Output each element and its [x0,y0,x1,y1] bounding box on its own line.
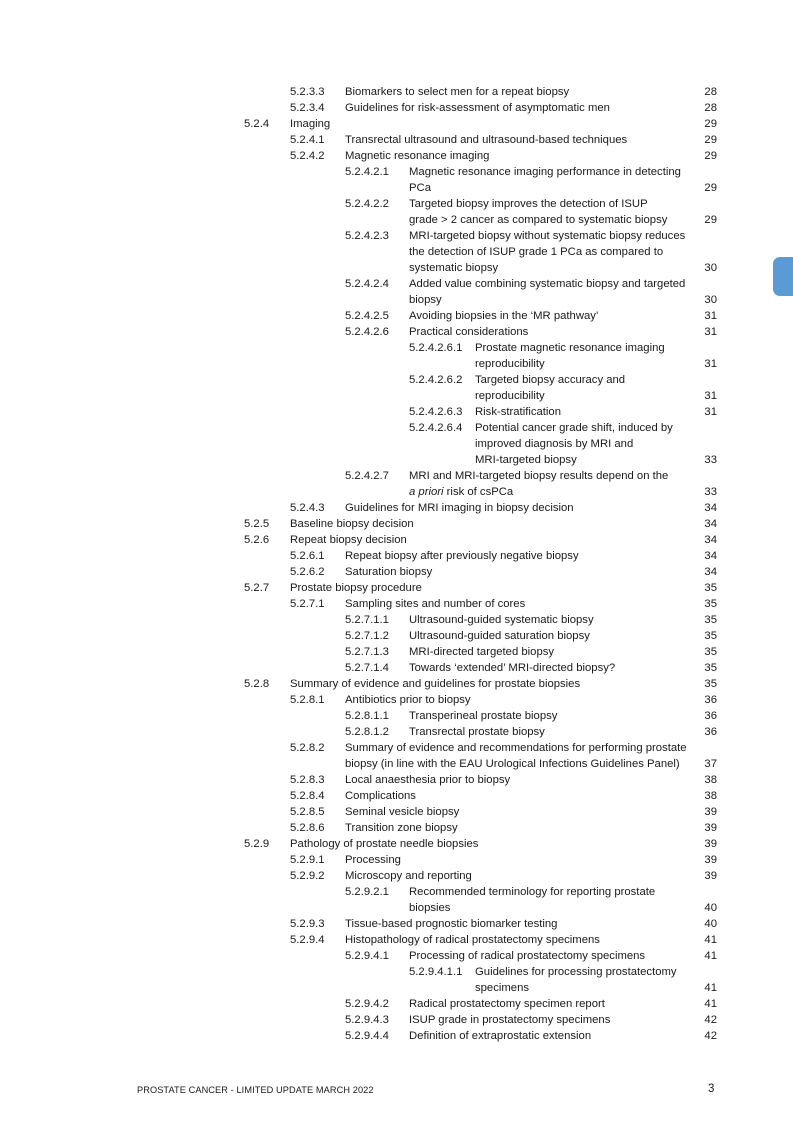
toc-title-segment: Guidelines for MRI imaging in biopsy decision [345,502,574,514]
toc-page-number: 29 [704,182,717,194]
toc-page-number: 29 [704,134,717,146]
toc-title-segment: Tissue-based prognostic biomarker testing [345,918,558,930]
toc-title-segment: specimens [475,982,529,994]
toc-entry[interactable] [0,724,793,740]
toc-page-number: 34 [704,550,717,562]
toc-entry[interactable] [0,308,793,324]
toc-section-title [409,644,554,660]
toc-title-segment: Towards ‘extended’ MRI-directed biopsy? [409,662,616,674]
toc-entry[interactable] [0,596,793,612]
toc-section-title [409,708,557,724]
toc-section-number: 5.2.4.2.4 [345,278,389,290]
toc-entry-continuation[interactable] [0,484,793,500]
toc-title-segment: Transition zone biopsy [345,822,458,834]
toc-title-segment: Guidelines for risk-assessment of asymptomatic men [345,102,610,114]
toc-title-segment: grade > 2 cancer as compared to systematic biopsy [409,214,668,226]
toc-page-number: 28 [704,102,717,114]
toc-page-number: 30 [704,262,717,274]
toc-title-segment: Ultrasound-guided systematic biopsy [409,614,594,626]
toc-entry[interactable] [0,340,793,356]
toc-entry[interactable] [0,516,793,532]
toc-section-title [345,692,471,708]
toc-section-title [409,164,681,180]
toc-section-title [345,548,579,564]
toc-section-number: 5.2.4.2 [290,150,325,162]
toc-section-number: 5.2.4.2.7 [345,470,389,482]
toc-section-number: 5.2.4.2.6.3 [409,406,463,418]
toc-entry[interactable] [0,964,793,980]
toc-section-title [345,868,472,884]
toc-section-title [409,276,685,292]
toc-page-number: 39 [704,854,717,866]
toc-page-number: 35 [704,582,717,594]
toc-section-title [345,500,574,516]
toc-section-title [345,84,569,100]
toc-section-number: 5.2.8.5 [290,806,325,818]
toc-section-title [409,884,655,900]
toc-entry-continuation[interactable] [0,452,793,468]
toc-section-number: 5.2.8.4 [290,790,325,802]
toc-section-title [345,852,401,868]
toc-entry[interactable] [0,164,793,180]
toc-section-number: 5.2.8.1.1 [345,710,389,722]
toc-page-number: 41 [704,950,717,962]
toc-title-segment: Processing of radical prostatectomy specimens [409,950,646,962]
toc-title-segment: Antibiotics prior to biopsy [345,694,471,706]
toc-entry-continuation[interactable] [0,388,793,404]
toc-section-title [409,900,450,916]
toc-title-segment: Ultrasound-guided saturation biopsy [409,630,590,642]
toc-section-number: 5.2.9.4.3 [345,1014,389,1026]
toc-page-number: 33 [704,454,717,466]
toc-title-segment: Microscopy and reporting [345,870,472,882]
toc-page-number: 41 [704,998,717,1010]
toc-title-segment: Practical considerations [409,326,529,338]
toc-section-number: 5.2.8.1.2 [345,726,389,738]
toc-entry[interactable] [0,644,793,660]
toc-section-title [409,1012,610,1028]
toc-section-number: 5.2.9.2 [290,870,325,882]
toc-section-number: 5.2.8 [244,678,270,690]
toc-title-segment: Avoiding biopsies in the ‘MR pathway’ [409,310,599,322]
toc-title-segment: Definition of extraprostatic extension [409,1030,592,1042]
toc-entry[interactable] [0,836,793,852]
toc-page-number: 41 [704,934,717,946]
toc-entry[interactable] [0,868,793,884]
toc-entry-continuation[interactable] [0,980,793,996]
toc-entry-continuation[interactable] [0,212,793,228]
toc-section-title [409,724,545,740]
toc-entry[interactable] [0,132,793,148]
toc-entry[interactable] [0,852,793,868]
toc-section-number: 5.2.3.3 [290,86,325,98]
toc-section-number: 5.2.4.2.1 [345,166,389,178]
toc-section-title [290,532,407,548]
toc-section-number: 5.2.3.4 [290,102,325,114]
toc-section-title [475,340,665,356]
toc-page-number: 35 [704,630,717,642]
toc-section-title [409,292,442,308]
toc-section-title [345,916,557,932]
toc-section-number: 5.2.7.1.1 [345,614,389,626]
toc-section-number: 5.2.8.3 [290,774,325,786]
toc-title-segment: Seminal vesicle biopsy [345,806,460,818]
toc-section-number: 5.2.9 [244,838,270,850]
toc-section-number: 5.2.9.3 [290,918,325,930]
toc-entry[interactable] [0,228,793,244]
toc-section-title [345,564,432,580]
toc-section-title [409,212,667,228]
toc-section-number: 5.2.7.1 [290,598,325,610]
toc-section-title [345,772,510,788]
toc-section-title [345,596,525,612]
toc-title-segment: Summary of evidence and guidelines for prostate biopsies [290,678,581,690]
toc-page-number: 34 [704,502,717,514]
toc-page-number: 39 [704,870,717,882]
toc-section-number: 5.2.7.1.3 [345,646,389,658]
toc-section-title [475,452,577,468]
toc-title-segment: Summary of evidence and recommendations for performing prostate [345,742,687,754]
toc-entry[interactable] [0,804,793,820]
toc-entry[interactable] [0,1012,793,1028]
toc-section-title [409,484,513,500]
toc-entry[interactable] [0,660,793,676]
toc-section-number: 5.2.4.1 [290,134,325,146]
table-of-contents [0,84,793,1044]
toc-title-segment: reproducibility [475,390,545,402]
toc-page-number: 29 [704,214,717,226]
toc-entry[interactable] [0,148,793,164]
toc-page-number: 39 [704,838,717,850]
toc-section-number: 5.2.5 [244,518,270,530]
toc-title-segment: Processing [345,854,401,866]
toc-title-segment: MRI-targeted biopsy without systematic biopsy reduces [409,230,686,242]
toc-section-title [409,628,590,644]
toc-page-number: 39 [704,822,717,834]
toc-entry[interactable] [0,84,793,100]
toc-page-number: 31 [704,358,717,370]
toc-title-segment: Pathology of prostate needle biopsies [290,838,479,850]
toc-page-number: 35 [704,662,717,674]
toc-section-number: 5.2.8.2 [290,742,325,754]
toc-title-segment: Potential cancer grade shift, induced by [475,422,673,434]
toc-title-segment: Transperineal prostate biopsy [409,710,558,722]
toc-section-number: 5.2.9.4 [290,934,325,946]
toc-section-title [475,420,673,436]
toc-section-title [345,820,458,836]
toc-entry[interactable] [0,676,793,692]
toc-title-segment: risk of csPCa [443,486,514,498]
toc-section-title [475,436,633,452]
toc-title-segment: improved diagnosis by MRI and [475,438,634,450]
toc-entry[interactable] [0,532,793,548]
toc-section-title [290,516,414,532]
toc-entry-continuation[interactable] [0,900,793,916]
toc-section-title [345,132,627,148]
toc-title-segment: the detection of ISUP grade 1 PCa as compared to [409,246,664,258]
toc-page-number: 35 [704,678,717,690]
toc-title-segment: Magnetic resonance imaging performance in detecting [409,166,681,178]
toc-section-number: 5.2.7.1.2 [345,630,389,642]
toc-title-segment: Biomarkers to select men for a repeat biopsy [345,86,570,98]
toc-title-segment: Local anaesthesia prior to biopsy [345,774,511,786]
toc-section-title [345,740,687,756]
toc-section-number: 5.2.4.2.6.2 [409,374,463,386]
toc-section-title [409,180,431,196]
toc-title-segment: Targeted biopsy accuracy and [475,374,626,386]
toc-title-segment: Sampling sites and number of cores [345,598,526,610]
toc-title-segment: ISUP grade in prostatectomy specimens [409,1014,611,1026]
toc-entry-continuation[interactable] [0,756,793,772]
toc-page-number: 39 [704,806,717,818]
toc-page-number: 36 [704,726,717,738]
toc-page-number: 31 [704,326,717,338]
toc-page-number: 42 [704,1030,717,1042]
toc-entry[interactable] [0,580,793,596]
toc-entry[interactable] [0,772,793,788]
toc-title-italic-segment: a priori [409,486,444,498]
toc-section-number: 5.2.7 [244,582,270,594]
toc-page-number: 35 [704,646,717,658]
toc-section-title [290,580,422,596]
toc-page-number: 34 [704,534,717,546]
toc-title-segment: Histopathology of radical prostatectomy specimens [345,934,600,946]
toc-page-number: 31 [704,390,717,402]
toc-section-title [475,404,561,420]
toc-entry-continuation[interactable] [0,292,793,308]
toc-section-number: 5.2.9.2.1 [345,886,389,898]
toc-section-title [345,756,680,772]
toc-title-segment: MRI-directed targeted biopsy [409,646,555,658]
footer-page-number: 3 [708,1083,715,1095]
toc-title-segment: Magnetic resonance imaging [345,150,490,162]
toc-section-title [475,964,677,980]
toc-entry[interactable] [0,820,793,836]
toc-page-number: 28 [704,86,717,98]
toc-entry-continuation[interactable] [0,356,793,372]
toc-title-segment: Added value combining systematic biopsy and targeted [409,278,686,290]
toc-section-title [345,932,600,948]
toc-section-title [409,244,663,260]
toc-section-title [345,804,459,820]
toc-entry[interactable] [0,404,793,420]
toc-title-segment: systematic biopsy [409,262,499,274]
toc-page-number: 38 [704,790,717,802]
toc-entry[interactable] [0,420,793,436]
toc-section-title [409,468,668,484]
toc-entry[interactable] [0,324,793,340]
toc-entry[interactable] [0,948,793,964]
toc-section-number: 5.2.9.4.1.1 [409,966,463,978]
toc-page-number: 29 [704,150,717,162]
toc-entry[interactable] [0,196,793,212]
toc-entry[interactable] [0,116,793,132]
toc-entry[interactable] [0,692,793,708]
toc-section-number: 5.2.9.4.2 [345,998,389,1010]
toc-section-number: 5.2.9.4.4 [345,1030,389,1042]
toc-entry[interactable] [0,500,793,516]
toc-title-segment: biopsy [409,294,442,306]
toc-title-segment: Repeat biopsy after previously negative biopsy [345,550,579,562]
toc-title-segment: Repeat biopsy decision [290,534,407,546]
toc-section-number: 5.2.4.2.6.4 [409,422,463,434]
toc-page-number: 37 [704,758,717,770]
toc-section-number: 5.2.9.4.1 [345,950,389,962]
toc-title-segment: MRI-targeted biopsy [475,454,577,466]
toc-title-segment: Risk-stratification [475,406,562,418]
toc-page-number: 35 [704,614,717,626]
toc-page-number: 29 [704,118,717,130]
toc-title-segment: Prostate magnetic resonance imaging [475,342,665,354]
toc-section-number: 5.2.4.3 [290,502,325,514]
toc-section-title [290,676,580,692]
toc-title-segment: Prostate biopsy procedure [290,582,422,594]
toc-entry-continuation[interactable] [0,180,793,196]
toc-section-number: 5.2.8.1 [290,694,325,706]
toc-entry[interactable] [0,612,793,628]
toc-entry-continuation[interactable] [0,436,793,452]
toc-section-title [345,148,489,164]
toc-section-title [409,308,598,324]
toc-entry[interactable] [0,916,793,932]
toc-title-segment: Recommended terminology for reporting prostate [409,886,656,898]
toc-section-number: 5.2.7.1.4 [345,662,389,674]
toc-entry[interactable] [0,468,793,484]
toc-page-number: 33 [704,486,717,498]
toc-title-segment: Targeted biopsy improves the detection of ISUP [409,198,648,210]
toc-section-number: 5.2.6.1 [290,550,325,562]
toc-section-title [475,372,625,388]
toc-page-number: 40 [704,918,717,930]
toc-section-number: 5.2.4.2.6 [345,326,389,338]
toc-title-segment: Imaging [290,118,331,130]
toc-section-number: 5.2.4 [244,118,270,130]
toc-page-number: 38 [704,774,717,786]
toc-page-number: 40 [704,902,717,914]
toc-entry[interactable] [0,548,793,564]
toc-section-number: 5.2.9.1 [290,854,325,866]
toc-section-number: 5.2.6 [244,534,270,546]
toc-page-number: 36 [704,694,717,706]
toc-page-number: 36 [704,710,717,722]
toc-section-title [475,356,545,372]
toc-section-title [409,324,528,340]
toc-entry[interactable] [0,100,793,116]
toc-page-number: 42 [704,1014,717,1026]
toc-entry[interactable] [0,372,793,388]
toc-entry[interactable] [0,628,793,644]
toc-section-title [409,660,615,676]
toc-title-segment: Transrectal prostate biopsy [409,726,545,738]
toc-title-segment: Guidelines for processing prostatectomy [475,966,677,978]
toc-section-title [409,1028,591,1044]
toc-page-number: 34 [704,566,717,578]
toc-title-segment: Saturation biopsy [345,566,433,578]
toc-section-title [409,612,594,628]
toc-section-number: 5.2.4.2.2 [345,198,389,210]
toc-section-title [409,260,498,276]
toc-entry[interactable] [0,708,793,724]
toc-entry[interactable] [0,740,793,756]
toc-section-title [290,116,330,132]
toc-entry[interactable] [0,276,793,292]
toc-title-segment: biopsy (in line with the EAU Urological Infections Guidelines Panel) [345,758,680,770]
toc-title-segment: Baseline biopsy decision [290,518,414,530]
toc-title-segment: Transrectal ultrasound and ultrasound-based techniques [345,134,628,146]
toc-section-number: 5.2.4.2.5 [345,310,389,322]
toc-title-segment: Complications [345,790,416,802]
toc-section-title [345,100,610,116]
toc-entry[interactable] [0,788,793,804]
toc-page-number: 30 [704,294,717,306]
toc-page-number: 31 [704,310,717,322]
toc-entry[interactable] [0,1028,793,1044]
toc-page-number: 31 [704,406,717,418]
toc-section-number: 5.2.8.6 [290,822,325,834]
toc-section-number: 5.2.4.2.6.1 [409,342,463,354]
toc-title-segment: MRI and MRI-targeted biopsy results depend on the [409,470,669,482]
toc-section-number: 5.2.6.2 [290,566,325,578]
toc-section-title [475,388,545,404]
toc-entry[interactable] [0,564,793,580]
toc-section-title [409,996,605,1012]
footer-document-title: PROSTATE CANCER - LIMITED UPDATE MARCH 2022 [137,1085,374,1095]
toc-section-title [290,836,478,852]
toc-page-number: 41 [704,982,717,994]
toc-section-number: 5.2.4.2.3 [345,230,389,242]
toc-entry-continuation[interactable] [0,244,793,260]
toc-page-number: 35 [704,598,717,610]
toc-section-title [409,948,645,964]
toc-section-title [345,788,416,804]
toc-section-title [475,980,529,996]
toc-section-title [409,196,648,212]
toc-entry[interactable] [0,884,793,900]
toc-section-title [409,228,685,244]
chapter-side-tab[interactable] [773,257,793,296]
toc-title-segment: biopsies [409,902,451,914]
toc-title-segment: reproducibility [475,358,545,370]
toc-page-number: 34 [704,518,717,530]
toc-entry[interactable] [0,996,793,1012]
toc-title-segment: Radical prostatectomy specimen report [409,998,605,1010]
toc-title-segment: PCa [409,182,431,194]
toc-entry-continuation[interactable] [0,260,793,276]
toc-entry[interactable] [0,932,793,948]
